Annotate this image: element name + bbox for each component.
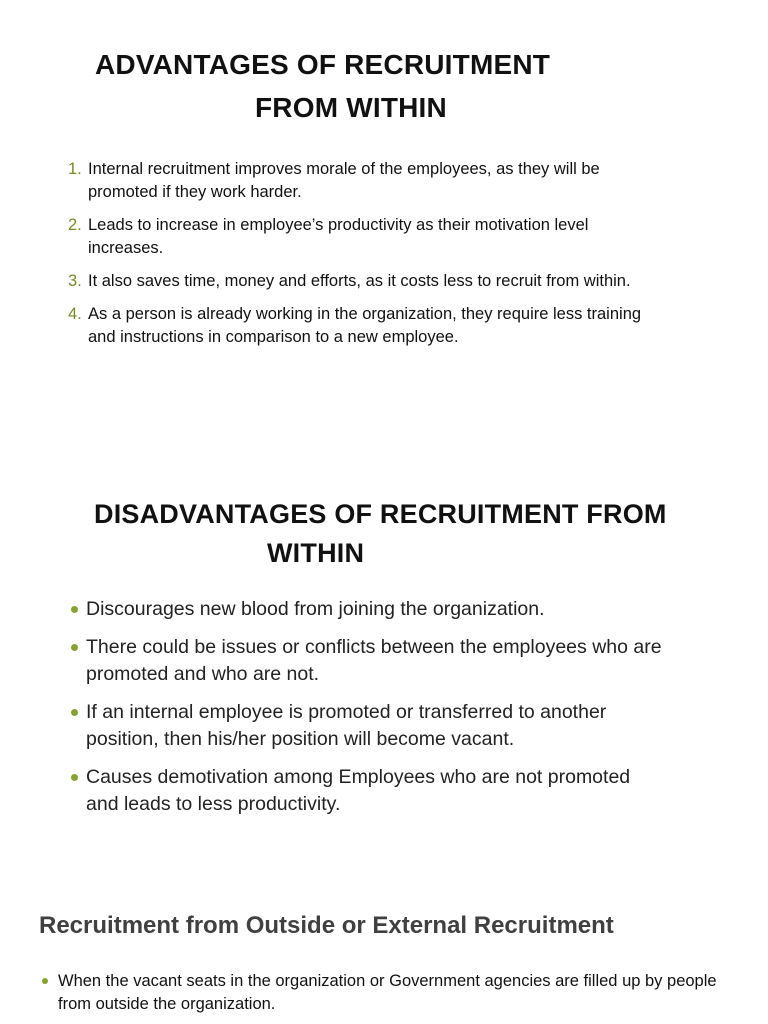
disadvantages-item-text: Causes demotivation among Employees who are not promoted and leads to less productivity. (86, 766, 631, 815)
disadvantages-title-line1: DISADVANTAGES OF RECRUITMENT FROM (94, 499, 667, 529)
disadvantages-item (68, 764, 668, 818)
disadvantages-item (68, 596, 668, 623)
list-number: 4. (68, 305, 82, 323)
advantages-item (68, 303, 668, 349)
advantages-item-text: Leads to increase in employee’s productivity as their motivation level increases. (88, 216, 589, 257)
disadvantages-item (68, 634, 668, 688)
advantages-item-text: As a person is already working in the organization, they require less training and instructions in comparison to a new employee. (88, 305, 642, 346)
advantages-item (68, 214, 668, 260)
bullet-dot-icon (71, 606, 78, 613)
bullet-dot-icon (42, 978, 48, 984)
bullet-dot-icon (71, 774, 78, 781)
advantages-item-text: Internal recruitment improves morale of the employees, as they will be promoted if they work harder. (88, 160, 600, 201)
advantages-title-line2: FROM WITHIN (255, 92, 447, 123)
disadvantages-list (68, 596, 668, 829)
disadvantages-item-text: There could be issues or conflicts between the employees who are promoted and who are not. (86, 636, 662, 685)
disadvantages-title-line2: WITHIN (267, 538, 365, 568)
disadvantages-item (68, 699, 668, 753)
advantages-item (68, 270, 668, 293)
bullet-dot-icon (71, 709, 78, 716)
external-recruitment-item-text: When the vacant seats in the organization or Government agencies are filled up by people from outside the organization. (58, 972, 717, 1013)
external-recruitment-item (39, 970, 729, 1016)
list-number: 2. (68, 216, 82, 234)
bullet-dot-icon (71, 644, 78, 651)
list-number: 1. (68, 160, 82, 178)
advantages-item-text: It also saves time, money and efforts, as it costs less to recruit from within. (88, 272, 631, 290)
disadvantages-item-text: Discourages new blood from joining the organization. (86, 598, 545, 620)
external-recruitment-list (39, 970, 729, 1016)
advantages-list (68, 158, 668, 359)
advantages-item (68, 158, 668, 204)
external-recruitment-heading: Recruitment from Outside or External Recruitment (39, 912, 614, 939)
advantages-title-line1: ADVANTAGES OF RECRUITMENT (95, 49, 551, 80)
disadvantages-item-text: If an internal employee is promoted or transferred to another position, then his/her position will become vacant. (86, 701, 607, 750)
list-number: 3. (68, 272, 82, 290)
